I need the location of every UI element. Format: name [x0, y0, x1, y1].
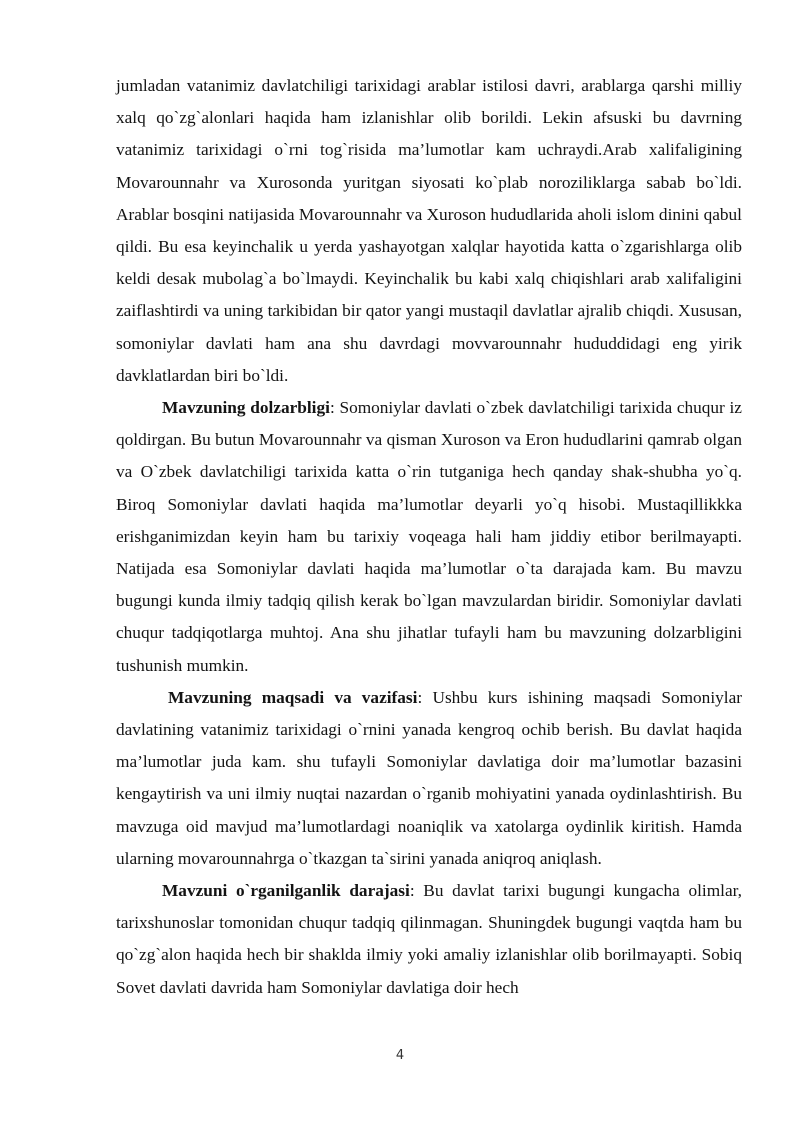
paragraph-text: jumladan vatanimiz davlatchiligi tarixidagi arablar istilosi davri, arablarga qarshi milliy xalq qo`zg`alonlari haqida ham izlanishlar olib borildi. Lekin afsuski bu davrning vatanimiz tarixidagi o`rni tog`risida ma’lumotlar kam uchraydi.Arab xalifaligining Movarounnahr va Xurosonda yuritgan siyosati ko`plab noroziliklarga sabab bo`ldi. Arablar bosqini natijasida Movarounnahr va Xuroson hududlarida aholi islom dinini qabul qildi. Bu esa keyinchalik u yerda yashayotgan xalqlar hayotida katta o`zgarishlarga olib keldi desak mubolag`a bo`lmaydi. Keyinchalik bu kabi xalq chiqishlari arab xalifaligini zaiflashtirdi va uning tarkibidan bir qator yangi mustaqil davlatlar ajralib chiqdi. Xususan, somoniylar davlati ham ana shu davrdagi movvarounnahr hududdidagi eng yirik davklatlardan biri bo`ldi. [116, 76, 742, 385]
paragraph-relevance [116, 392, 742, 682]
heading-separator: : [329, 398, 335, 418]
paragraph-arab-conquest [116, 70, 742, 392]
heading-separator: : [409, 881, 415, 901]
paragraph-study-level [116, 875, 742, 1004]
paragraph-text: Bu davlat tarixi bugungi kungacha olimlar, tarixshunoslar tomonidan chuqur tadqiq qilinmagan. Shuningdek bugungi vaqtda ham bu qo`zg`alon haqida hech bir shaklda ilmiy yoki amaliy izlanishlar olib borilmayapti. Sobiq Sovet davlati davrida ham Somoniylar davlatiga doir hech [116, 881, 742, 997]
section-heading-study-level: Mavzuni o`rganilganlik darajasi [162, 881, 410, 901]
paragraph-text: Ushbu kurs ishining maqsadi Somoniylar davlatining vatanimiz tarixidagi o`rnini yanada kengroq ochib berish. Bu davlat haqida ma’lumotlar juda kam. shu tufayli Somoniylar davlatiga doir ma’lumotlar bazasini kengaytirish va uni ilmiy nuqtai nazardan o`rganib mohiyatini yanada oydinlashtirish. Bu mavzuga oid mavjud ma’lumotlardagi noaniqlik va xatolarga oydinlik kiritish. Hamda ularning movarounnahrga o`tkazgan ta`sirini yanada aniqroq aniqlash. [116, 687, 742, 868]
section-heading-relevance: Mavzuning dolzarbligi [162, 398, 330, 418]
paragraph-text: Somoniylar davlati o`zbek davlatchiligi tarixida chuqur iz qoldirgan. Bu butun Movarounnahr va qisman Xuroson va Eron hududlarini qamrab olgan va O`zbek davlatchiligi tarixida katta o`rin tutganiga hech qanday shak-shubha yo`q. Biroq Somoniylar davlati haqida ma’lumotlar deyarli yo`q hisobi. Mustaqillikkka erishganimizdan keyin ham bu tarixiy voqeaga hali ham jiddiy etibor berilmayapti. Natijada esa Somoniylar davlati haqida ma’lumotlar o`ta darajada kam. Bu mavzu bugungi kunda ilmiy tadqiq qilish kerak bo`lgan mavzulardan biridir. Somoniylar davlati chuqur tadqiqotlarga muhtoj. Ana shu jihatlar tufayli ham bu mavzuning dolzarbligini tushunish mumkin. [116, 398, 742, 675]
document-body [116, 70, 742, 1004]
paragraph-goal-and-tasks [116, 682, 742, 875]
section-heading-goal-and-tasks: Mavzuning maqsadi va vazifasi [168, 687, 418, 707]
page-number: 4 [395, 1048, 405, 1063]
heading-separator: : [417, 687, 423, 707]
